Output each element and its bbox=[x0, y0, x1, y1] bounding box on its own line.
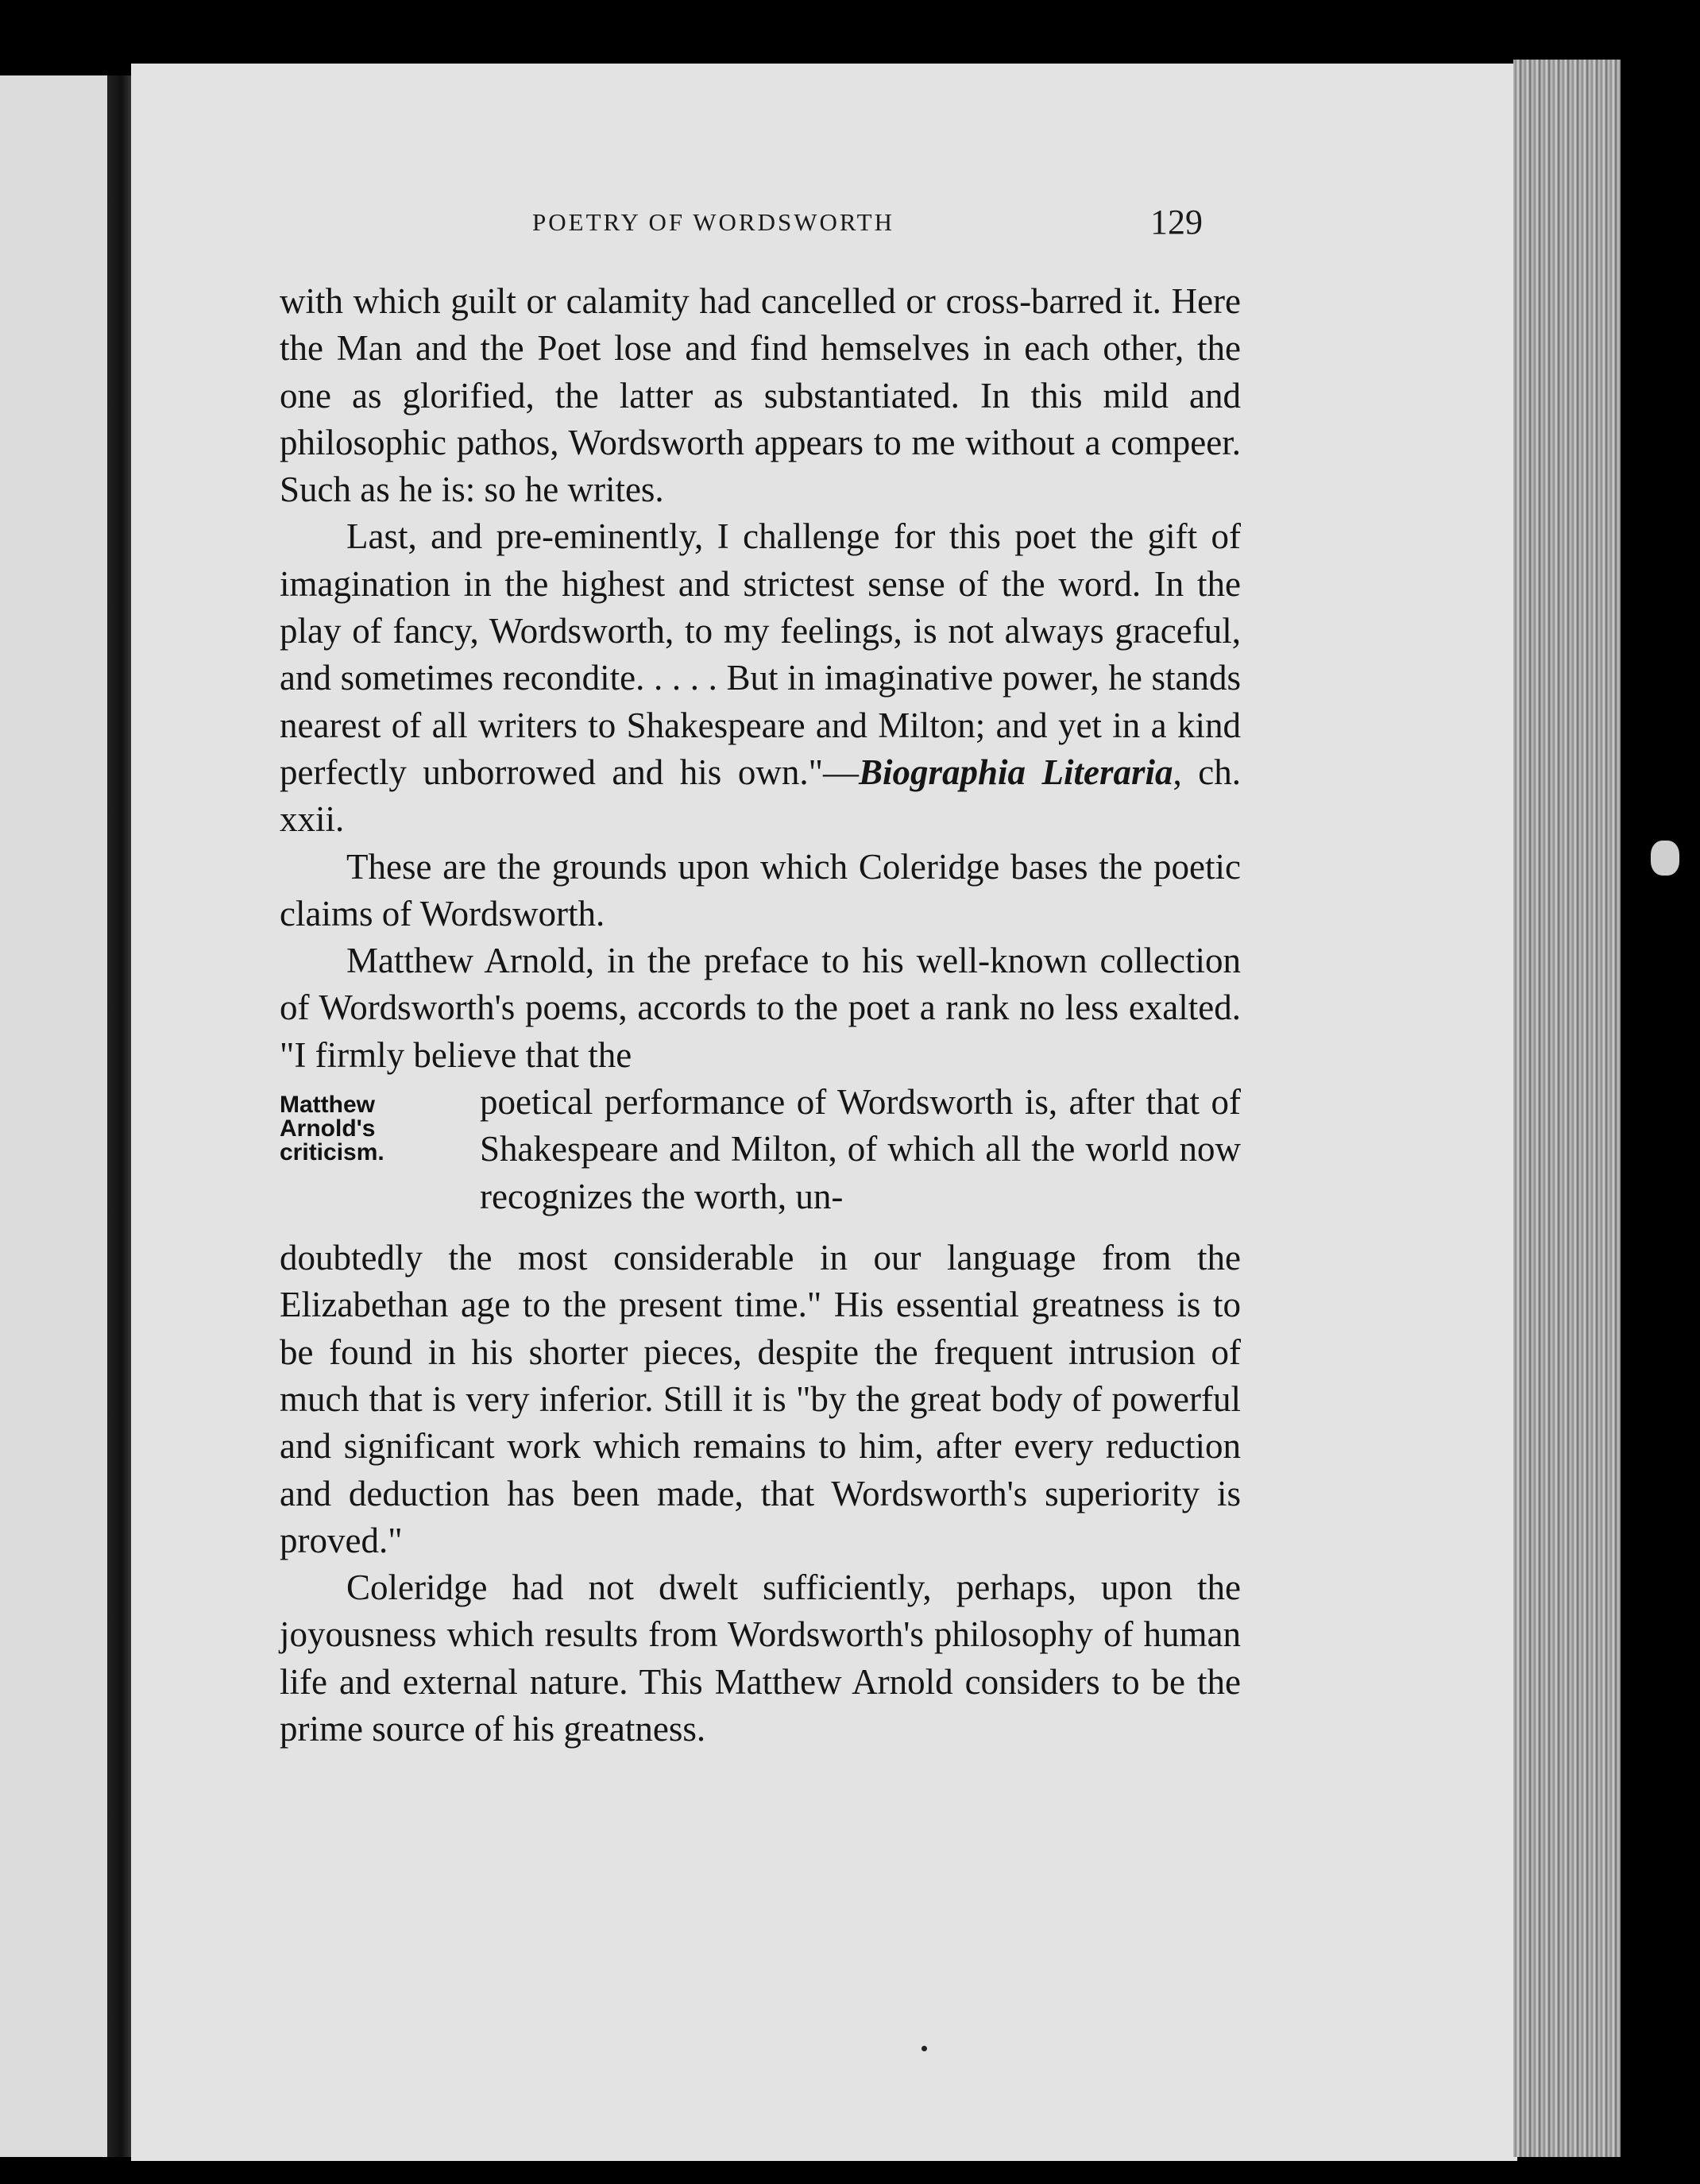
body-text bbox=[280, 278, 1241, 1753]
facing-page-edge bbox=[0, 75, 107, 2157]
page-speck bbox=[921, 2046, 927, 2051]
page-number: 129 bbox=[1150, 203, 1203, 242]
book-gutter bbox=[107, 75, 131, 2157]
paragraph-2 bbox=[280, 513, 1241, 843]
sidenote-line-3: criticism. bbox=[280, 1139, 384, 1166]
running-title: POETRY OF WORDSWORTH bbox=[532, 208, 895, 236]
sidenote-line-2: Arnold's bbox=[280, 1115, 376, 1142]
paragraph-2-text: Last, and pre-eminently, I challenge for this poet the gift of imagination in the highest and strictest sense of the word. In the play of fancy, Wordsworth, to my feelings, is not always graceful, and sometimes recondite. . . . . But in imaginative power, he stands nearest of all writers to Shakespeare and Milton; and yet in a kind perfectly unborrowed and his own."— bbox=[280, 516, 1241, 792]
paragraph-3: These are the grounds upon which Coleridge bases the poetic claims of Wordsworth. bbox=[280, 846, 1241, 934]
page-stack-edges bbox=[1513, 60, 1621, 2157]
scan-background bbox=[1621, 0, 1700, 2184]
running-head bbox=[0, 203, 1700, 256]
margin-sidenote bbox=[280, 1093, 454, 1235]
paragraph-1: with which guilt or calamity had cancelled or cross-barred it. Here the Man and the Poet lose and find hemselves in each other, the one as glorified, the latter as substantiated. In this mild and philosophic pathos, Wordsworth appears to me without a compeer. Such as he is: so he writes. bbox=[280, 281, 1241, 510]
paragraph-5: Coleridge had not dwelt sufficiently, perhaps, upon the joyousness which results from Wordsworth's philosophy of human life and external nature. This Matthew Arnold considers to be the prime source of his greatness. bbox=[280, 1567, 1241, 1749]
citation-chapter: , ch. xxii. bbox=[280, 752, 1241, 840]
paragraph-4-lead: Matthew Arnold, in the preface to his well-known collection of Wordsworth's poems, accords to the poet a rank no less exalted. "I firmly believe that the bbox=[280, 941, 1241, 1075]
page-clip-mark bbox=[1651, 841, 1679, 876]
citation-title: Biographia Literaria bbox=[858, 752, 1173, 792]
paragraph-4-indented: poetical performance of Wordsworth is, after that of Shakespeare and Milton, of which all the world now recognizes the worth, un- bbox=[480, 1082, 1241, 1216]
sidenote-block bbox=[280, 1079, 1241, 1235]
paragraph-4-rest: doubtedly the most considerable in our language from the Elizabethan age to the present time." His essential greatness is to be found in his shorter pieces, despite the frequent intrusion of much that is very inferior. Still it is "by the great body of powerful and significant work which remains to him, after every reduction and deduction has been made, that Wordsworth's superiority is proved." bbox=[280, 1238, 1241, 1560]
sidenote-line-1: Matthew bbox=[280, 1092, 375, 1119]
